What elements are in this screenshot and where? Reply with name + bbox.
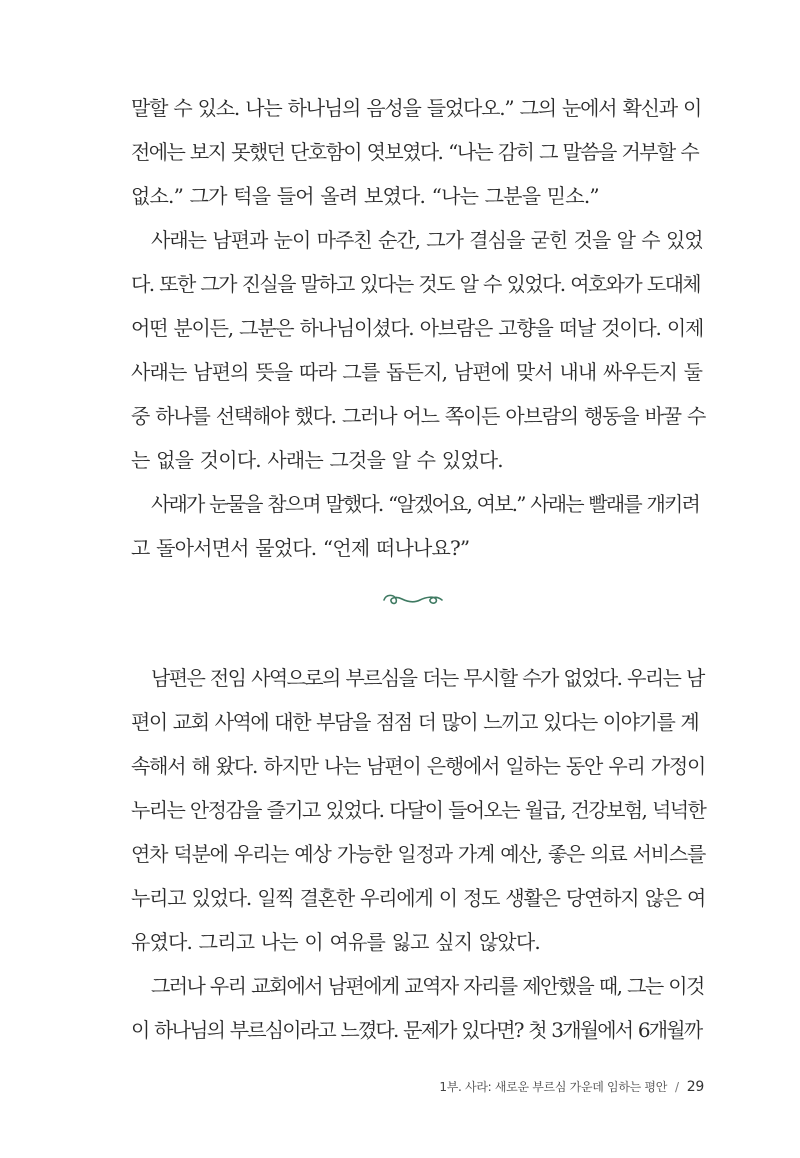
text-line: 누리는 안정감을 즐기고 있었다. 다달이 들어오는 월급, 건강보험, 넉넉한 <box>131 798 706 822</box>
text-line: 남편은 전임 사역으로의 부르심을 더는 무시할 수가 없었다. 우리는 남 <box>151 666 704 690</box>
text-section-1 <box>131 86 705 570</box>
running-title: 1부. 사라: 새로운 부르심 가운데 임하는 평안 <box>439 1080 668 1094</box>
footer-separator: / <box>675 1080 679 1094</box>
text-line: 연차 덕분에 우리는 예상 가능한 일정과 가계 예산, 좋은 의료 서비스를 <box>131 842 706 866</box>
text-line: 그러나 우리 교회에서 남편에게 교역자 자리를 제안했을 때, 그는 이것 <box>151 974 704 998</box>
text-section-2 <box>131 656 705 1052</box>
page-footer <box>439 1078 704 1095</box>
text-line: 전에는 보지 못했던 단호함이 엿보였다. “나는 감히 그 말씀을 거부할 수 <box>131 140 699 164</box>
text-line: 중 하나를 선택해야 했다. 그러나 어느 쪽이든 아브람의 행동을 바꿀 수 <box>131 404 706 428</box>
text-line: 속해서 해 왔다. 하지만 나는 남편이 은행에서 일하는 동안 우리 가정이 <box>131 754 706 778</box>
text-line: 이 하나님의 부르심이라고 느꼈다. 문제가 있다면? 첫 3개월에서 6개월까 <box>131 1018 702 1042</box>
text-line: 는 없을 것이다. 사래는 그것을 알 수 있었다. <box>131 448 503 472</box>
text-line: 없소.” 그가 턱을 들어 올려 보였다. “나는 그분을 믿소.” <box>131 184 599 208</box>
text-line: 고 돌아서면서 물었다. “언제 떠나나요?” <box>131 536 470 560</box>
text-line: 누리고 있었다. 일찍 결혼한 우리에게 이 정도 생활은 당연하지 않은 여 <box>131 886 706 910</box>
page-number: 29 <box>686 1079 704 1095</box>
text-line: 사래가 눈물을 참으며 말했다. “알겠어요, 여보.” 사래는 빨래를 개키려 <box>151 492 700 516</box>
text-line: 어떤 분이든, 그분은 하나님이셨다. 아브람은 고향을 떠날 것이다. 이제 <box>131 316 704 340</box>
text-line: 유였다. 그리고 나는 이 여유를 잃고 싶지 않았다. <box>131 930 540 954</box>
text-line: 편이 교회 사역에 대한 부담을 점점 더 많이 느끼고 있다는 이야기를 계 <box>131 710 699 734</box>
swirl-divider-icon <box>380 588 446 612</box>
text-line: 사래는 남편의 뜻을 따라 그를 돕든지, 남편에 맞서 내내 싸우든지 둘 <box>131 360 703 384</box>
text-line: 사래는 남편과 눈이 마주친 순간, 그가 결심을 굳힌 것을 알 수 있었 <box>151 228 703 252</box>
text-line: 말할 수 있소. 나는 하나님의 음성을 들었다오.” 그의 눈에서 확신과 이 <box>131 96 702 120</box>
text-line: 다. 또한 그가 진실을 말하고 있다는 것도 알 수 있었다. 여호와가 도대체 <box>131 272 701 296</box>
